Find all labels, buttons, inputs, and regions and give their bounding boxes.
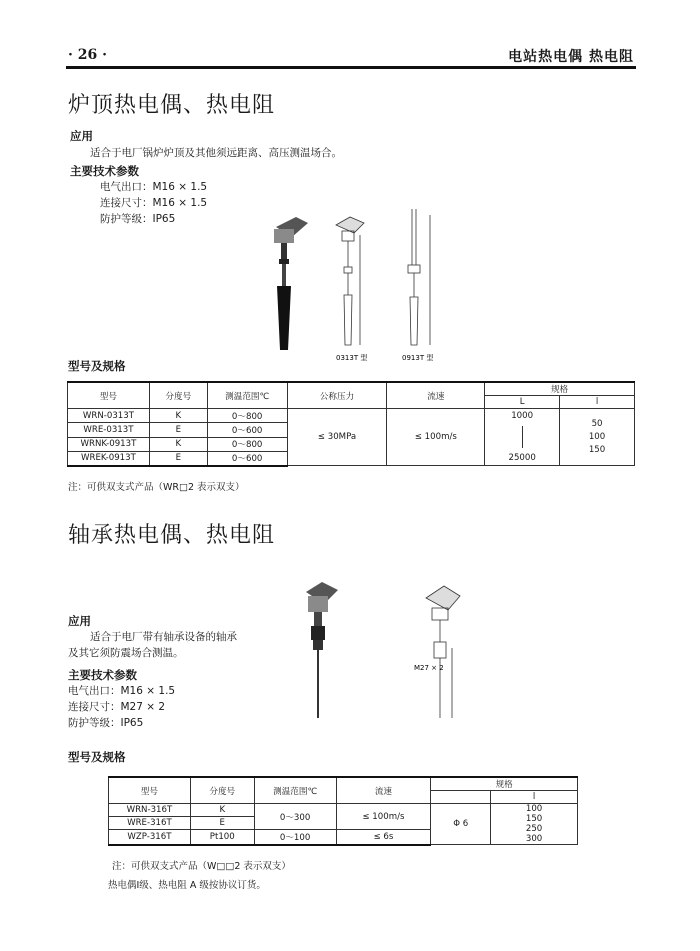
col-header-flow: 流速: [387, 382, 485, 409]
application-heading: 应用: [68, 614, 91, 628]
application-text-line1: 适合于电厂带有轴承设备的轴承: [90, 631, 237, 643]
page-number: · 26 ·: [68, 47, 107, 63]
pressure-cell: ≤ 30MPa: [287, 409, 387, 466]
figure-label-0913t: 0913T 型: [402, 354, 434, 362]
figure-label-m27: M27 × 2: [414, 664, 444, 672]
table-heading: 型号及规格: [68, 750, 126, 764]
flow-cell: ≤ 100m/s: [387, 409, 485, 466]
flow-cell-2: ≤ 6s: [336, 830, 431, 845]
header-rule: [66, 66, 636, 69]
col-header-spec: 规格: [431, 777, 578, 791]
col-header-spec: 规格: [485, 382, 635, 396]
col-header-graduation: 分度号: [149, 382, 207, 409]
running-title: 电站热电偶 热电阻: [508, 49, 634, 65]
param-protection-class: 防护等级：IP65: [100, 213, 176, 225]
diameter-cell: Φ 6: [431, 804, 491, 845]
section-title-bearing: 轴承热电偶、热电阻: [68, 523, 276, 548]
param-connection-size: 连接尺寸：M27 × 2: [68, 701, 166, 713]
table-row: WRN-0313T: [68, 409, 150, 423]
application-heading: 应用: [70, 129, 93, 143]
bearing-thermocouple-drawing: [298, 578, 478, 723]
col-header-graduation: 分度号: [190, 777, 254, 804]
application-text: 适合于电厂锅炉炉顶及其他须远距离、高压测温场合。: [90, 147, 342, 159]
l-values-cell: 100 150 250 300: [491, 804, 578, 845]
col-header-l: l: [560, 396, 635, 409]
col-header-l: l: [491, 791, 578, 804]
table-row: WRE-316T: [109, 817, 191, 830]
furnace-thermocouple-drawing: [262, 205, 452, 367]
figure-label-0313t: 0313T 型: [336, 354, 368, 362]
type-0313t-drawing: [336, 217, 364, 345]
param-electrical-outlet: 电气出口：M16 × 1.5: [68, 685, 176, 697]
col-header-model: 型号: [68, 382, 150, 409]
param-protection-class: 防护等级：IP65: [68, 717, 144, 729]
table-row: WREK-0913T: [68, 451, 150, 465]
params-heading: 主要技术参数: [68, 668, 137, 682]
param-electrical-outlet: 电气出口：M16 × 1.5: [100, 181, 208, 193]
range-cell-2: 0～100: [254, 830, 336, 845]
table-note-2: 热电偶Ⅰ级、热电阻 A 级按协议订货。: [108, 880, 266, 891]
col-header-pressure: 公称压力: [287, 382, 387, 409]
col-header-range: 测温范围℃: [207, 382, 287, 409]
table-row: WRNK-0913T: [68, 437, 150, 451]
section-title-furnace: 炉顶热电偶、热电阻: [68, 93, 276, 118]
spec-table-bearing: 型号 分度号 测温范围℃ 流速 规格 l WRN-316T K 0～300 ≤ 100m/s Φ 6 100 150 250 300 WRE-316T E WZP-316T Pt100 0～100 ≤ 6s: [108, 776, 578, 846]
application-text-line2: 及其它须防震场合测温。: [68, 647, 184, 659]
col-header-L: L: [485, 396, 560, 409]
params-heading: 主要技术参数: [70, 164, 139, 178]
bearing-line-drawing: [426, 586, 460, 718]
col-header-range: 测温范围℃: [254, 777, 336, 804]
table-row: WRE-0313T: [68, 423, 150, 437]
table-note: 注：可供双支式产品（WR□2 表示双支）: [68, 482, 245, 493]
type-0913t-drawing: [408, 209, 430, 345]
table-row: WRN-316T: [109, 804, 191, 817]
table-row: WZP-316T: [109, 830, 191, 845]
col-header-flow: 流速: [336, 777, 431, 804]
range-cell-1: 0～300: [254, 804, 336, 830]
L-range-cell: 1000 25000: [485, 409, 560, 466]
spec-table-furnace: 型号 分度号 测温范围℃ 公称压力 流速 规格 L l WRN-0313T K 0～800 ≤ 30MPa ≤ 100m/s 1000 25000 50 100 150 WRE-0313T E 0～600 WRNK-0913T K 0～800 WREK-0913T E 0～600: [67, 381, 635, 467]
furnace-product-photo: [274, 217, 308, 350]
table-note-1: 注：可供双支式产品（W□□2 表示双支）: [112, 861, 291, 872]
l-values-cell: 50 100 150: [560, 409, 635, 466]
col-header-model: 型号: [109, 777, 191, 804]
flow-cell-1: ≤ 100m/s: [336, 804, 431, 830]
table-heading: 型号及规格: [68, 359, 126, 373]
param-connection-size: 连接尺寸：M16 × 1.5: [100, 197, 208, 209]
bearing-product-photo: [306, 582, 338, 718]
